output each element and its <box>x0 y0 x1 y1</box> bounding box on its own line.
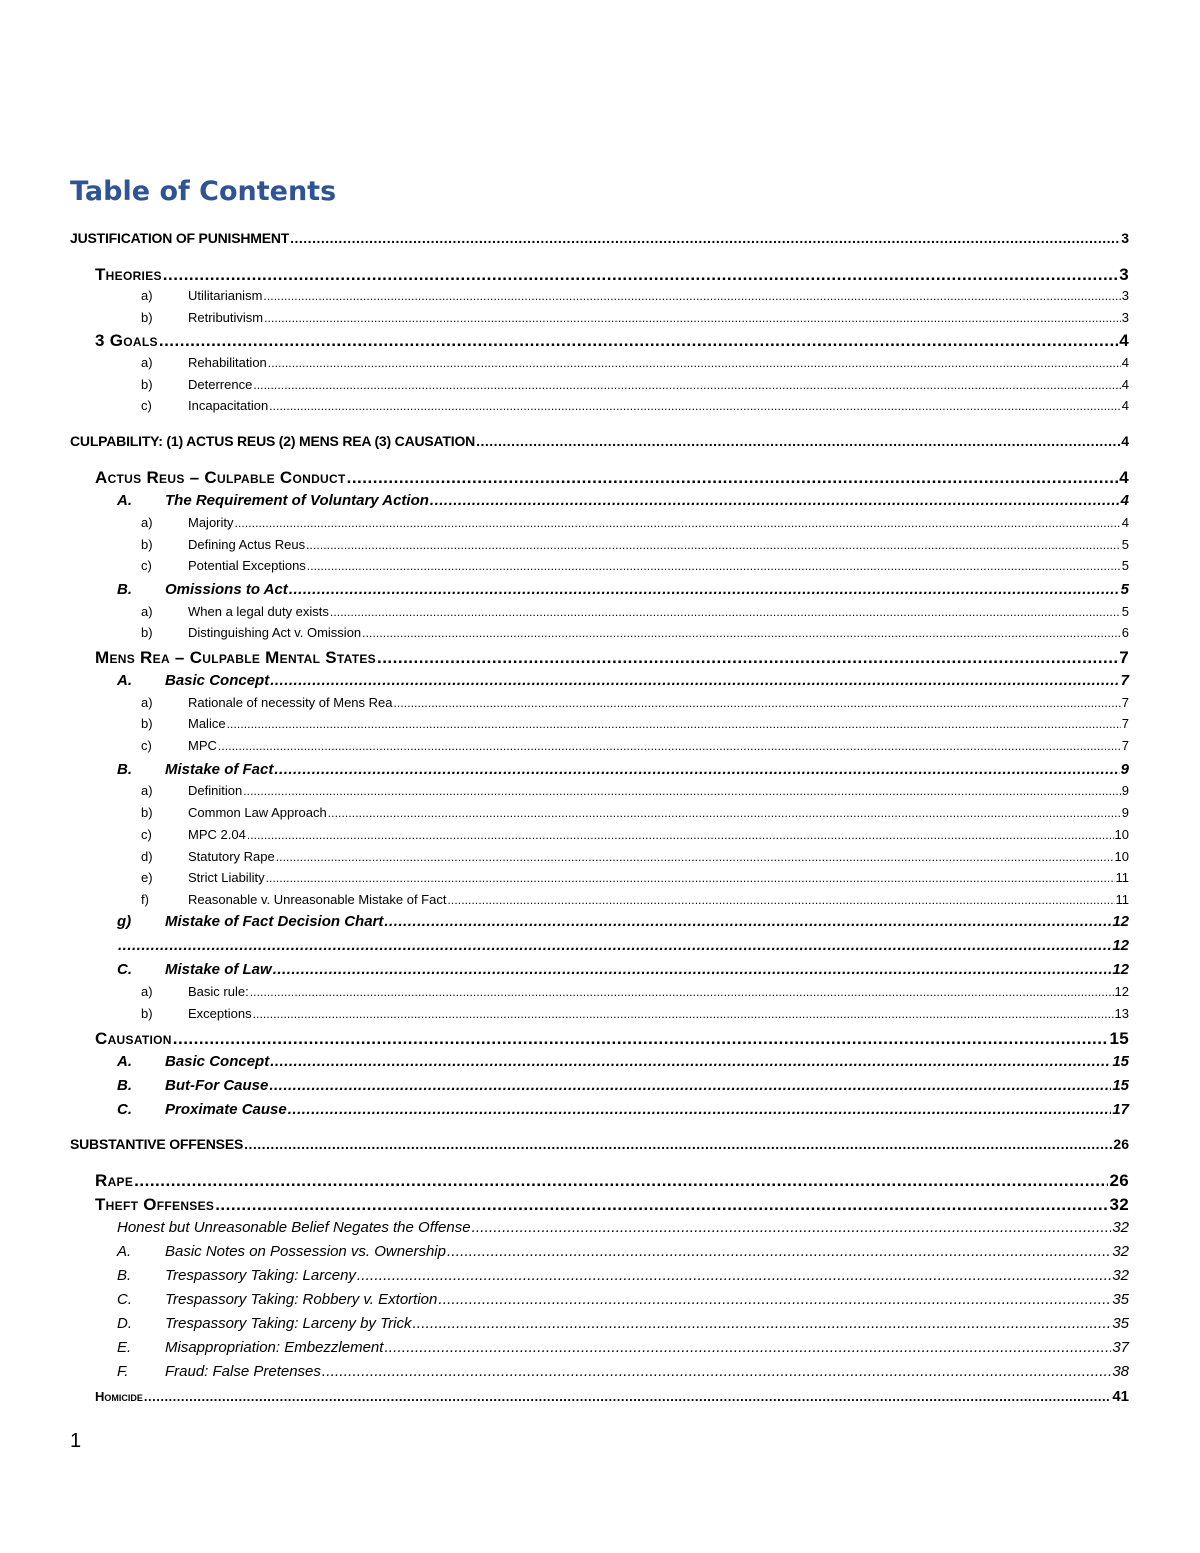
toc-entry-page: 10 <box>1114 849 1129 864</box>
toc-entry[interactable] <box>95 648 1129 670</box>
toc-leader-dots <box>306 537 1121 552</box>
toc-entry-page: 26 <box>1109 1171 1129 1190</box>
toc-entry[interactable] <box>117 1267 1129 1289</box>
toc-leader-dots <box>244 1136 1112 1152</box>
toc-entry[interactable] <box>70 433 1129 455</box>
toc-entry-number: a) <box>141 695 153 710</box>
toc-entry-number: c) <box>141 398 152 413</box>
toc-entry-number: C. <box>117 1101 132 1118</box>
toc-leader-dots <box>253 1006 1114 1021</box>
toc-entry-page: 7 <box>1121 738 1129 753</box>
toc-entry-page: 10 <box>1114 827 1129 842</box>
toc-entry[interactable] <box>141 377 1129 399</box>
toc-entry-number: A. <box>117 492 132 509</box>
toc-leader-dots <box>253 377 1120 392</box>
toc-entry-label: 3 Goals <box>95 331 158 350</box>
toc-leader-dots <box>377 648 1118 668</box>
toc-entry-page: 32 <box>1112 1219 1129 1236</box>
toc-entry-label: Utilitarianism <box>188 288 263 303</box>
toc-entry-label: Common Law Approach <box>188 805 327 820</box>
toc-leader-dots <box>266 870 1115 885</box>
toc-entry-number: E. <box>117 1339 132 1356</box>
toc-leader-dots <box>269 398 1121 413</box>
toc-entry-number: a) <box>141 515 153 530</box>
toc-entry[interactable] <box>117 672 1129 694</box>
toc-entry-page: 6 <box>1121 625 1129 640</box>
toc-entry[interactable] <box>95 1195 1129 1217</box>
toc-entry-page: 37 <box>1112 1339 1129 1356</box>
toc-entry[interactable] <box>117 761 1129 783</box>
toc-entry-page: 3 <box>1121 230 1129 246</box>
toc-entry[interactable] <box>141 984 1129 1006</box>
toc-entry[interactable] <box>95 468 1129 490</box>
toc-leader-dots <box>118 937 1111 954</box>
toc-entry-label: Basic Concept <box>165 672 270 689</box>
toc-leader-dots <box>357 1267 1111 1284</box>
toc-leader-dots <box>384 1339 1111 1356</box>
toc-entry-number: c) <box>141 827 152 842</box>
toc-entry-label: Mistake of Law <box>165 961 272 978</box>
toc-leader-dots <box>268 355 1121 370</box>
toc-entry-label: Basic Concept <box>165 1053 270 1070</box>
toc-entry[interactable] <box>95 1388 1129 1410</box>
toc-entry-label: Defining Actus Reus <box>188 537 306 552</box>
toc-entry-page: 5 <box>1121 537 1129 552</box>
toc-entry[interactable] <box>117 937 1129 959</box>
toc-entry-label: Distinguishing Act v. Omission <box>188 625 362 640</box>
toc-entry-label: The Requirement of Voluntary Action <box>165 492 429 509</box>
toc-entry[interactable] <box>141 625 1129 647</box>
toc-entry-page: 4 <box>1121 377 1129 392</box>
toc-entry[interactable] <box>141 398 1129 420</box>
toc-entry-label: Homicide <box>95 1389 143 1404</box>
toc-entry-label: Mistake of Fact Decision Chart <box>165 913 384 930</box>
toc-entry-page: 41 <box>1112 1388 1129 1405</box>
toc-entry-label: Strict Liability <box>188 870 265 885</box>
toc-leader-dots <box>134 1171 1108 1191</box>
toc-entry-number: c) <box>141 558 152 573</box>
toc-entry[interactable] <box>141 716 1129 738</box>
toc-leader-dots <box>384 913 1111 930</box>
toc-entry[interactable] <box>141 537 1129 559</box>
toc-entry[interactable] <box>117 1053 1129 1075</box>
toc-entry[interactable] <box>117 1291 1129 1313</box>
toc-entry-number: b) <box>141 805 153 820</box>
toc-entry-label: Trespassory Taking: Larceny <box>165 1267 356 1284</box>
toc-entry[interactable] <box>117 1315 1129 1337</box>
toc-entry-number: B. <box>117 1267 132 1284</box>
toc-entry-page: 35 <box>1112 1315 1129 1332</box>
toc-entry-number: C. <box>117 961 132 978</box>
toc-entry-page: 5 <box>1121 558 1129 573</box>
toc-entry-label: Theft Offenses <box>95 1195 215 1214</box>
toc-entry[interactable] <box>141 827 1129 849</box>
toc-entry-page: 4 <box>1121 398 1129 413</box>
toc-entry-label: Mistake of Fact <box>165 761 274 778</box>
toc-leader-dots <box>250 984 1114 999</box>
toc-entry-number: b) <box>141 377 153 392</box>
toc-entry-page: 38 <box>1112 1363 1129 1380</box>
toc-entry-number: a) <box>141 604 153 619</box>
toc-entry[interactable] <box>117 913 1129 935</box>
toc-entry-label: Theories <box>95 265 162 284</box>
toc-leader-dots <box>330 604 1121 619</box>
toc-entry-label: Malice <box>188 716 226 731</box>
toc-entry-page: 15 <box>1112 1053 1129 1070</box>
toc-entry-number: A. <box>117 1053 132 1070</box>
toc-entry-label: CULPABILITY: (1) ACTUS REUS (2) MENS REA (3) CAUSATION <box>70 433 476 449</box>
toc-entry[interactable] <box>141 515 1129 537</box>
toc-entry[interactable] <box>141 870 1129 892</box>
toc-entry[interactable] <box>141 355 1129 377</box>
toc-entry-label: Rehabilitation <box>188 355 267 370</box>
toc-entry-number: b) <box>141 1006 153 1021</box>
toc-entry-page: 5 <box>1121 604 1129 619</box>
toc-leader-dots <box>276 849 1114 864</box>
toc-entry-number: F. <box>117 1363 129 1380</box>
toc-entry-page: 12 <box>1112 937 1129 954</box>
toc-leader-dots <box>322 1363 1111 1380</box>
toc-leader-dots <box>362 625 1121 640</box>
toc-entry-page: 32 <box>1112 1267 1129 1284</box>
toc-entry[interactable] <box>117 1219 1129 1241</box>
toc-entry-label: Rape <box>95 1171 134 1190</box>
toc-entry-label: Majority <box>188 515 234 530</box>
toc-entry-label: MPC <box>188 738 217 753</box>
toc-leader-dots <box>307 558 1121 573</box>
toc-entry-number: a) <box>141 355 153 370</box>
toc-entry-page: 32 <box>1109 1195 1129 1214</box>
toc-entry-number: B. <box>117 581 132 598</box>
toc-entry-label: Deterrence <box>188 377 253 392</box>
toc-entry-number: B. <box>117 1077 132 1094</box>
toc-entry[interactable] <box>117 581 1129 603</box>
toc-entry-page: 4 <box>1121 355 1129 370</box>
toc-entry-number: a) <box>141 984 153 999</box>
toc-entry-page: 17 <box>1112 1101 1129 1118</box>
toc-entry-page: 12 <box>1114 984 1129 999</box>
toc-entry[interactable] <box>117 961 1129 983</box>
toc-entry[interactable] <box>141 558 1129 580</box>
toc-entry-number: b) <box>141 625 153 640</box>
toc-entry[interactable] <box>117 1339 1129 1361</box>
toc-leader-dots <box>173 1029 1109 1049</box>
toc-entry[interactable] <box>117 1101 1129 1123</box>
toc-leader-dots <box>264 310 1121 325</box>
toc-entry[interactable] <box>95 1029 1129 1051</box>
toc-entry-page: 7 <box>1120 672 1129 689</box>
toc-entry-number: A. <box>117 1243 132 1260</box>
toc-entry-number: d) <box>141 849 153 864</box>
toc-entry-label: Incapacitation <box>188 398 269 413</box>
toc-leader-dots <box>289 581 1120 598</box>
toc-entry-label: Trespassory Taking: Robbery v. Extortion <box>165 1291 438 1308</box>
toc-entry-label: Misappropriation: Embezzlement <box>165 1339 384 1356</box>
toc-leader-dots <box>273 961 1112 978</box>
toc-entry[interactable] <box>117 1363 1129 1385</box>
toc-entry-page: 4 <box>1119 331 1129 350</box>
toc-entry[interactable] <box>141 783 1129 805</box>
toc-entry-page: 4 <box>1121 515 1129 530</box>
toc-entry-label: Proximate Cause <box>165 1101 287 1118</box>
toc-leader-dots <box>269 1077 1111 1094</box>
toc-entry-page: 12 <box>1112 961 1129 978</box>
toc-entry-number: c) <box>141 738 152 753</box>
toc-entry-number: D. <box>117 1315 132 1332</box>
toc-entry-label: Exceptions <box>188 1006 252 1021</box>
toc-entry-label: Statutory Rape <box>188 849 275 864</box>
toc-leader-dots <box>144 1389 1111 1404</box>
toc-leader-dots <box>247 827 1114 842</box>
toc-entry-number: a) <box>141 783 153 798</box>
toc-entry-page: 3 <box>1121 310 1129 325</box>
toc-entry-page: 26 <box>1113 1136 1129 1152</box>
toc-entry-number: e) <box>141 870 153 885</box>
toc-entry[interactable] <box>141 604 1129 626</box>
toc-entry-page: 15 <box>1112 1077 1129 1094</box>
toc-entry[interactable] <box>141 738 1129 760</box>
toc-entry[interactable] <box>117 1243 1129 1265</box>
toc-entry[interactable] <box>95 265 1129 287</box>
toc-entry-page: 4 <box>1121 433 1129 449</box>
toc-entry-page: 12 <box>1112 913 1129 930</box>
toc-entry-page: 13 <box>1114 1006 1129 1021</box>
toc-entry[interactable] <box>141 288 1129 310</box>
toc-entry-page: 3 <box>1119 265 1129 284</box>
toc-entry-label: Basic Notes on Possession vs. Ownership <box>165 1243 446 1260</box>
toc-leader-dots <box>447 892 1114 907</box>
toc-entry-page: 4 <box>1120 492 1129 509</box>
toc-entry-page: 35 <box>1112 1291 1129 1308</box>
toc-leader-dots <box>430 492 1120 509</box>
toc-entry-label: Mens Rea – Culpable Mental States <box>95 648 376 667</box>
toc-leader-dots <box>394 695 1121 710</box>
toc-entry-label: When a legal duty exists <box>188 604 329 619</box>
toc-entry[interactable] <box>117 1077 1129 1099</box>
toc-entry[interactable] <box>95 1171 1129 1193</box>
toc-entry-label: Potential Exceptions <box>188 558 306 573</box>
toc-entry-number: b) <box>141 310 153 325</box>
toc-entry-label: MPC 2.04 <box>188 827 246 842</box>
document-title: Table of Contents <box>70 176 337 207</box>
toc-entry-number: A. <box>117 672 132 689</box>
toc-entry[interactable] <box>141 849 1129 871</box>
toc-leader-dots <box>263 288 1120 303</box>
toc-entry-label: Trespassory Taking: Larceny by Trick <box>165 1315 412 1332</box>
toc-entry-label: Retributivism <box>188 310 264 325</box>
toc-entry-number: b) <box>141 537 153 552</box>
toc-entry-label: But-For Cause <box>165 1077 269 1094</box>
toc-leader-dots <box>328 805 1121 820</box>
toc-entry-page: 9 <box>1121 783 1129 798</box>
toc-leader-dots <box>288 1101 1112 1118</box>
toc-entry-page: 3 <box>1121 288 1129 303</box>
toc-entry-page: 9 <box>1121 805 1129 820</box>
toc-leader-dots <box>274 761 1119 778</box>
toc-entry-page: 32 <box>1112 1243 1129 1260</box>
toc-leader-dots <box>270 1053 1111 1070</box>
toc-entry-page: 4 <box>1119 468 1129 487</box>
toc-entry-page: 5 <box>1120 581 1129 598</box>
toc-entry-label: Definition <box>188 783 243 798</box>
toc-leader-dots <box>447 1243 1111 1260</box>
toc-leader-dots <box>438 1291 1111 1308</box>
toc-leader-dots <box>227 716 1121 731</box>
toc-entry-label: Reasonable v. Unreasonable Mistake of Fact <box>188 892 447 907</box>
toc-leader-dots <box>215 1195 1108 1215</box>
toc-entry[interactable] <box>141 892 1129 914</box>
toc-entry-label: Actus Reus – Culpable Conduct <box>95 468 346 487</box>
toc-entry[interactable] <box>141 310 1129 332</box>
toc-entry-page: 11 <box>1115 870 1129 885</box>
toc-entry-label: Rationale of necessity of Mens Rea <box>188 695 393 710</box>
toc-entry[interactable] <box>70 1136 1129 1158</box>
toc-entry-number: b) <box>141 716 153 731</box>
toc-entry-label: Basic rule: <box>188 984 249 999</box>
toc-entry-page: 11 <box>1115 892 1129 907</box>
toc-leader-dots <box>472 1219 1112 1236</box>
toc-entry-label: Omissions to Act <box>165 581 288 598</box>
toc-entry-number: C. <box>117 1291 132 1308</box>
toc-leader-dots <box>235 515 1121 530</box>
toc-entry-label: Causation <box>95 1029 172 1048</box>
toc-entry-label: Fraud: False Pretenses <box>165 1363 321 1380</box>
toc-entry-number: f) <box>141 892 149 907</box>
toc-entry[interactable] <box>95 331 1129 353</box>
toc-leader-dots <box>270 672 1119 689</box>
page-number: 1 <box>70 1430 82 1452</box>
toc-entry-number: a) <box>141 288 153 303</box>
toc-entry[interactable] <box>141 805 1129 827</box>
toc-leader-dots <box>218 738 1121 753</box>
toc-entry-page: 9 <box>1120 761 1129 778</box>
toc-leader-dots <box>163 265 1118 285</box>
toc-entry[interactable] <box>141 1006 1129 1028</box>
toc-entry-label: Honest but Unreasonable Belief Negates the Offense <box>117 1219 471 1236</box>
toc-entry[interactable] <box>141 695 1129 717</box>
toc-entry-label: SUBSTANTIVE OFFENSES <box>70 1136 244 1152</box>
toc-entry-label: JUSTIFICATION OF PUNISHMENT <box>70 230 290 246</box>
toc-entry[interactable] <box>117 492 1129 514</box>
toc-entry-page: 7 <box>1121 695 1129 710</box>
toc-leader-dots <box>347 468 1119 488</box>
toc-entry-page: 15 <box>1109 1029 1129 1048</box>
toc-leader-dots <box>412 1315 1111 1332</box>
toc-entry[interactable] <box>70 230 1129 252</box>
toc-entry-number: B. <box>117 761 132 778</box>
toc-leader-dots <box>290 230 1120 246</box>
toc-leader-dots <box>159 331 1118 351</box>
toc-entry-page: 7 <box>1119 648 1129 667</box>
toc-leader-dots <box>243 783 1121 798</box>
toc-entry-number: g) <box>117 913 132 930</box>
toc-leader-dots <box>476 433 1120 449</box>
toc-entry-page: 7 <box>1121 716 1129 731</box>
